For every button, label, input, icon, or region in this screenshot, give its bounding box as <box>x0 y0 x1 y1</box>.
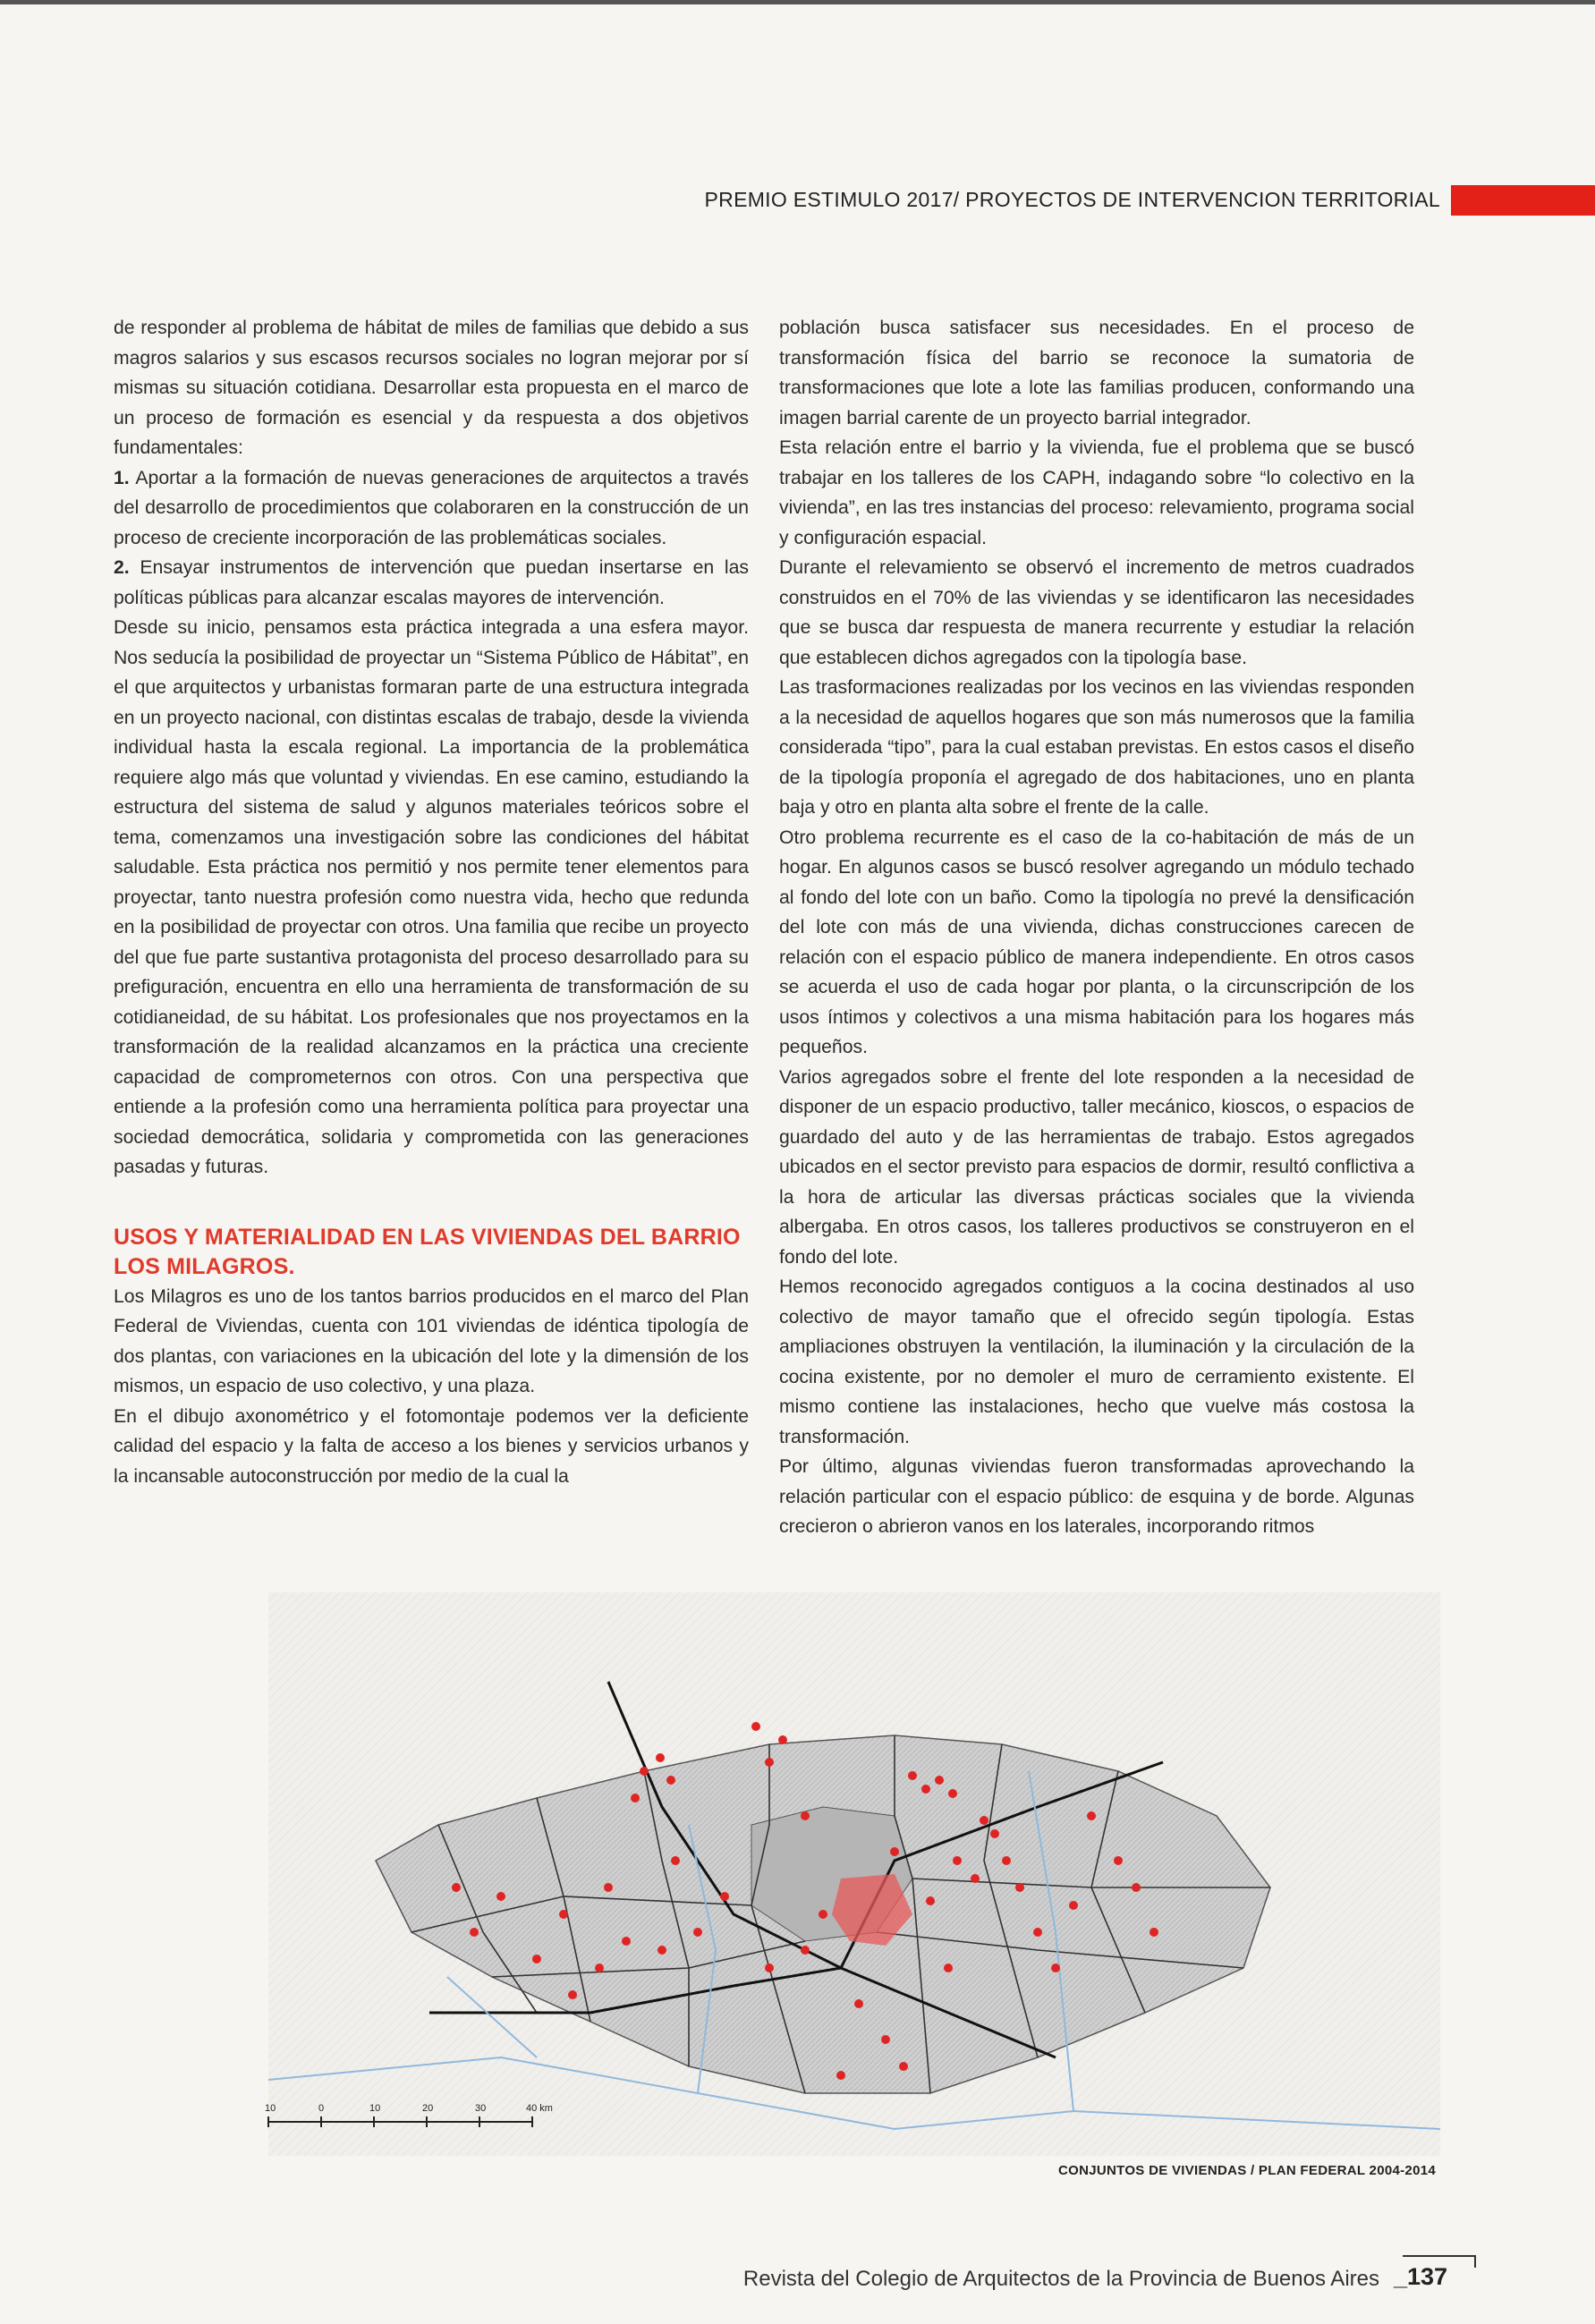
list-number: 1. <box>114 467 130 488</box>
paragraph: En el dibujo axonométrico y el fotomontaje podemos ver la deficiente calidad del espacio y la falta de acceso a los bienes y servicios urbanos y la incansable autoconstrucción por medio de la cual la <box>114 1405 749 1487</box>
list-text: Aportar a la formación de nuevas generaciones de arquitectos a través del desarrollo de procedimientos que colaboraren en la construcción de un proceso de creciente incorporación de las problemáticas sociales. <box>114 467 749 548</box>
paragraph: Las trasformaciones realizadas por los vecinos en las viviendas responden a la necesidad de aquellos hogares que son más numerosos que la familia considerada “tipo”, para la cual estaban previstas. En estos casos el diseño de la tipología proponía el agregado de dos habitaciones, uno en planta baja y otro en planta alta sobre el frente de la calle. <box>779 677 1414 818</box>
list-number: 2. <box>114 557 130 578</box>
paragraph: Durante el relevamiento se observó el incremento de metros cuadrados construidos en el 70% de las viviendas y se identificaron las necesidades que se busca dar respuesta de manera recurrente y estudiar la relación que establecen dichos agregados con la tipología base. <box>779 557 1414 668</box>
paragraph: de responder al problema de hábitat de miles de familias que debido a sus magros salarios y sus escasos recursos sociales no logran mejorar por sí mismas su situación cotidiana. Desarrollar esta propuesta en el marco de un proceso de formación es esencial y da respuesta a dos objetivos fundamentales: <box>114 318 749 458</box>
journal-name: Revista del Colegio de Arquitectos de la Provincia de Buenos Aires <box>742 2267 1379 2291</box>
footer-rule <box>1403 2255 1476 2257</box>
list-text: Ensayar instrumentos de intervención que puedan insertarse en las políticas públicas para alcanzar escalas mayores de intervención. <box>114 557 749 608</box>
list-item-2 <box>114 553 749 613</box>
scale-label: 20 <box>422 2103 434 2114</box>
paragraph: Desde su inicio, pensamos esta práctica integrada a una esfera mayor. Nos seducía la posibilidad de proyectar un “Sistema Público de Hábitat”, en el que arquitectos y urbanistas formaran parte de una estructura integrada en un proyecto nacional, con distintas escalas de trabajo, desde la vivienda individual hasta la escala regional. La importancia de la problemática requiere algo más que voluntad y viviendas. En ese camino, estudiando la estructura del sistema de salud y algunos materiales teóricos sobre el tema, comenzamos una investigación sobre las condiciones del hábitat saludable. Esta práctica nos permitió y nos permite tener elementos para proyectar, tanto nuestra profesión como nuestra vida, hecho que redunda en la posibilidad de proyectar con otros. Una familia que recibe un proyecto del que fue parte sustantiva protagonista del proceso desarrollado para su prefiguración, encuentra en ello una herramienta de transformación de su cotidianeidad, de su hábitat. Los profesionales que nos proyectamos en la transformación de la realidad alcanzamos en la práctica una creciente capacidad de comprometernos con otros. Con una perspectiva que entiende a la profesión como una herramienta política para proyectar una sociedad democrática, solidaria y comprometida con las generaciones pasadas y futuras. <box>114 617 749 1177</box>
paragraph: Esta relación entre el barrio y la vivienda, fue el problema que se buscó trabajar en los talleres de los CAPH, indagando sobre “lo colectivo en la vivienda”, en las tres instancias del proceso: relevamiento, programa social y configuración espacial. <box>779 437 1414 548</box>
map-caption: CONJUNTOS DE VIVIENDAS / PLAN FEDERAL 2004-2014 <box>1058 2163 1436 2178</box>
paragraph: Otro problema recurrente es el caso de la co-habitación de más de un hogar. En algunos casos se buscó resolver agregando un módulo techado al fondo del lote con un baño. Como la tipología no prevé la densificación del lote con más de una vivienda, dichas construcciones carecen de relación con el espacio público de manera independiente. En otros casos se acuerda el uso de cada hogar por planta, o la circunscripción de los usos íntimos y colectivos a una misma habitación para los hogares más pequeños. <box>779 827 1414 1057</box>
paragraph: Varios agregados sobre el frente del lote responden a la necesidad de disponer de un espacio productivo, taller mecánico, kioscos, o espacios de guardado del auto y de las herramientas de trabajo. Estos agregados ubicados en el sector previsto para espacios de dormir, resultó conflictiva a la hora de articular las diversas prácticas sociales que la vivienda albergaba. En otros casos, los talleres productivos se construyeron en el fondo del lote. <box>779 1066 1414 1268</box>
urban-fabric <box>268 1592 1440 2156</box>
footer-rule-tick <box>1474 2255 1476 2268</box>
running-header: PREMIO ESTIMULO 2017/ PROYECTOS DE INTERVENCION TERRITORIAL <box>704 188 1440 211</box>
scale-label: 10 <box>265 2103 276 2114</box>
left-column <box>114 313 749 1491</box>
paragraph: Por último, algunas viviendas fueron transformadas aprovechando la relación particular con el espacio público: de esquina y de borde. Algunas crecieron o abrieron vanos en los laterales, incorporando ritmos <box>779 1456 1414 1537</box>
scale-label: 30 <box>475 2103 487 2114</box>
right-column <box>779 313 1414 1542</box>
section-heading: USOS Y MATERIALIDAD EN LAS VIVIENDAS DEL BARRIO LOS MILAGROS. <box>114 1224 741 1279</box>
paragraph: Hemos reconocido agregados contiguos a la cocina destinados al uso colectivo de mayor tamaño que el ofrecido según tipología. Estas ampliaciones obstruyen la ventilación, la iluminación y la circulación de la cocina existente, por no demoler el muro de cerramiento existente. El mismo contiene las instalaciones, hecho que vuelve más costosa la transformación. <box>779 1277 1414 1447</box>
map-graphic <box>265 1592 1440 2156</box>
paragraph: Los Milagros es uno de los tantos barrios producidos en el marco del Plan Federal de Viviendas, cuenta con 101 viviendas de idéntica tipología de dos plantas, con variaciones en la ubicación del lote y la dimensión de los mismos, un espacio de uso colectivo, y una plaza. <box>114 1285 749 1396</box>
scale-label: 40 km <box>526 2103 553 2114</box>
scale-label: 0 <box>318 2103 325 2114</box>
paragraph: población busca satisfacer sus necesidades. En el proceso de transformación física del barrio se reconoce la sumatoria de transformaciones que lote a lote las familias producen, conformando una imagen barrial carente de un proyecto barrial integrador. <box>779 318 1414 428</box>
section-color-tab <box>1451 185 1595 216</box>
scale-label: 10 <box>369 2103 381 2114</box>
page-number: _137 <box>1394 2263 1448 2290</box>
list-item-1 <box>114 463 749 554</box>
top-rule <box>0 0 1595 4</box>
territory-map <box>265 1592 1440 2156</box>
